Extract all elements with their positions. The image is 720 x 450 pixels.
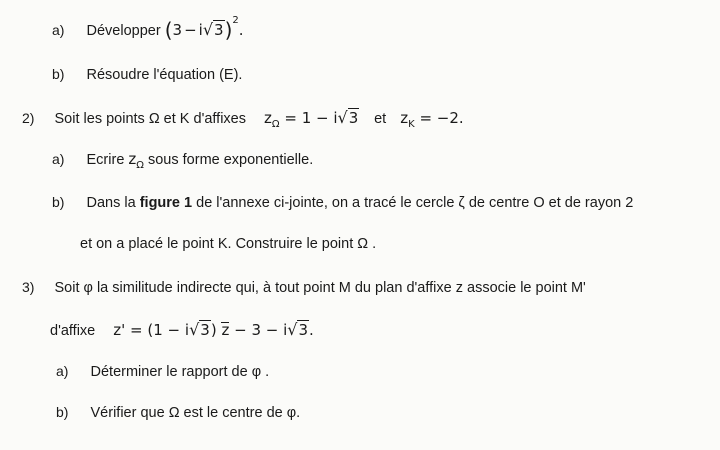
sqrt-symbol: √3 (337, 108, 359, 127)
q2-line (22, 108, 464, 130)
z-conjugate: z (221, 321, 230, 339)
q2-b-text-line2: et on a placé le point K. Construire le point Ω . (80, 236, 377, 252)
q1-b-line (52, 67, 242, 83)
q2-text: Soit les points Ω et K d'affixes (54, 111, 246, 127)
similitude-formula: z' = (1 − i√3) z − 3 − i√3. (113, 320, 314, 339)
q3-text: Soit φ la similitude indirecte qui, à tout point M du plan d'affixe z associe le point M' (54, 280, 586, 296)
sqrt-symbol: √3 (202, 20, 224, 39)
item-label: b) (52, 194, 65, 210)
z-k-expression: $z_K = -2$. (400, 109, 464, 130)
q2-b-line2 (80, 237, 376, 252)
item-label: b) (56, 404, 69, 420)
q2-b-text-start: Dans la (86, 195, 136, 211)
q2-b-line (52, 195, 633, 211)
q2-a-text-end: sous forme exponentielle. (147, 152, 314, 168)
affixe-label: d'affixe (50, 323, 96, 339)
question-number: 3) (22, 279, 35, 295)
et-word: et (374, 111, 387, 127)
q2-b-text-end: de l'annexe ci-jointe, on a tracé le cercle ζ de centre O et de rayon 2 (196, 195, 634, 211)
q3-formula-line (50, 322, 314, 339)
q3-b-text: Vérifier que Ω est le centre de φ. (90, 405, 301, 421)
item-label: b) (52, 66, 65, 82)
q3-b-line (56, 405, 300, 421)
q2-a-text-start: Ecrire (86, 152, 125, 168)
q3-a-line (56, 364, 269, 380)
q3-line (22, 280, 586, 296)
z-omega-expression: $z_\Omega = 1 - i√3$ (264, 108, 359, 130)
item-label: a) (52, 151, 65, 167)
z-omega-symbol: $z_\Omega$ (128, 150, 144, 171)
item-label: a) (52, 22, 65, 38)
sqrt-symbol: √3 (189, 320, 210, 339)
expand-expression: $(3 - i√3)^2$. (164, 15, 244, 42)
question-number: 2) (22, 110, 35, 126)
sqrt-symbol: √3 (287, 320, 309, 339)
figure-reference: figure 1 (139, 195, 193, 211)
q1-b-text: Résoudre l'équation (E). (86, 67, 243, 83)
q3-a-text: Déterminer le rapport de φ . (90, 364, 270, 380)
q2-a-line (52, 150, 314, 171)
q1-a-text: Développer (86, 23, 161, 39)
item-label: a) (56, 363, 69, 379)
q1-a-line (52, 15, 244, 42)
